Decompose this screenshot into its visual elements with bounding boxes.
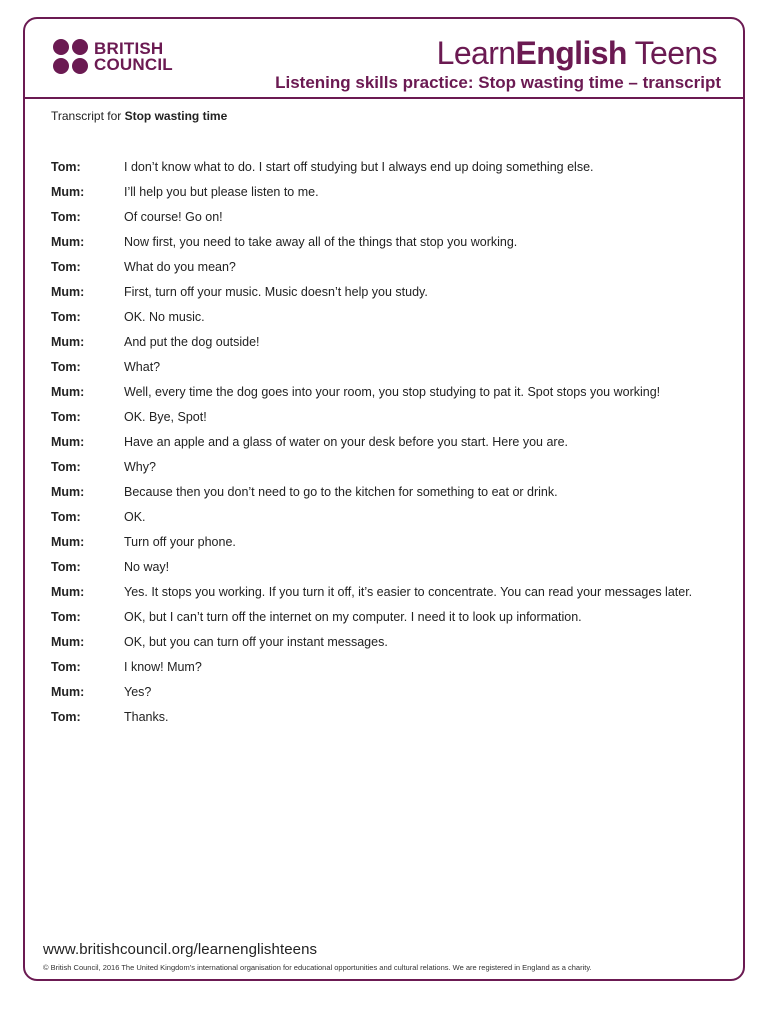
transcript-row bbox=[51, 159, 701, 176]
intro-title: Stop wasting time bbox=[124, 109, 228, 123]
dialogue-line: OK. No music. bbox=[124, 310, 205, 324]
transcript-row bbox=[51, 409, 701, 426]
transcript-row bbox=[51, 434, 701, 451]
intro-prefix: Transcript for bbox=[51, 109, 125, 123]
dialogue-line: Why? bbox=[124, 460, 156, 474]
transcript-row bbox=[51, 484, 701, 501]
dialogue-line: First, turn off your music. Music doesn’t help you study. bbox=[124, 285, 428, 299]
dialogue-line: OK. bbox=[124, 510, 146, 524]
logo-dots-icon bbox=[53, 39, 89, 75]
speaker-name: Tom: bbox=[51, 610, 81, 624]
speaker-name: Tom: bbox=[51, 160, 81, 174]
dialogue-line: Because then you don’t need to go to the kitchen for something to eat or drink. bbox=[124, 485, 558, 499]
dialogue-line: Turn off your phone. bbox=[124, 535, 236, 549]
speaker-name: Mum: bbox=[51, 635, 85, 649]
speaker-name: Mum: bbox=[51, 335, 85, 349]
speaker-name: Mum: bbox=[51, 385, 85, 399]
dialogue-line: Yes? bbox=[124, 685, 152, 699]
dialogue-line: Well, every time the dog goes into your room, you stop studying to pat it. Spot stops you working! bbox=[124, 385, 661, 399]
transcript-row bbox=[51, 559, 701, 576]
transcript-row bbox=[51, 209, 701, 226]
transcript-row bbox=[51, 659, 701, 676]
learnenglish-teens-brand bbox=[437, 35, 717, 72]
speaker-name: Tom: bbox=[51, 710, 81, 724]
logo-text-line2: COUNCIL bbox=[94, 55, 173, 74]
transcript-row bbox=[51, 684, 701, 701]
speaker-name: Tom: bbox=[51, 260, 81, 274]
dialogue-line: What? bbox=[124, 360, 161, 374]
dialogue-line: Of course! Go on! bbox=[124, 210, 223, 224]
transcript-row bbox=[51, 534, 701, 551]
transcript-intro bbox=[51, 109, 227, 123]
dialogue-line: And put the dog outside! bbox=[124, 335, 260, 349]
footer-copyright: © British Council, 2016 The United Kingdom’s international organisation for educational opportunities and cultural relations. We are registered in England as a charity. bbox=[43, 963, 592, 972]
brand-english: English bbox=[515, 35, 627, 71]
dialogue-line: No way! bbox=[124, 560, 170, 574]
speaker-name: Tom: bbox=[51, 210, 81, 224]
dialogue-line: Now first, you need to take away all of the things that stop you working. bbox=[124, 235, 518, 249]
transcript-row bbox=[51, 309, 701, 326]
transcript-row bbox=[51, 509, 701, 526]
transcript-list bbox=[51, 159, 701, 734]
page-frame bbox=[23, 17, 745, 981]
speaker-name: Tom: bbox=[51, 410, 81, 424]
speaker-name: Mum: bbox=[51, 485, 85, 499]
header-divider bbox=[25, 97, 743, 99]
transcript-row bbox=[51, 284, 701, 301]
brand-learn: Learn bbox=[436, 35, 516, 71]
speaker-name: Tom: bbox=[51, 460, 81, 474]
transcript-row bbox=[51, 384, 701, 401]
logo-text bbox=[94, 41, 173, 73]
speaker-name: Tom: bbox=[51, 310, 81, 324]
transcript-row bbox=[51, 234, 701, 251]
logo-text-line1: BRITISH bbox=[94, 39, 164, 58]
dialogue-line: OK. Bye, Spot! bbox=[124, 410, 207, 424]
dialogue-line: I’ll help you but please listen to me. bbox=[124, 185, 319, 199]
transcript-row bbox=[51, 359, 701, 376]
dialogue-line: What do you mean? bbox=[124, 260, 236, 274]
speaker-name: Mum: bbox=[51, 185, 85, 199]
document-title: Listening skills practice: Stop wasting time – transcript bbox=[275, 73, 721, 92]
speaker-name: Mum: bbox=[51, 535, 85, 549]
transcript-row bbox=[51, 259, 701, 276]
speaker-name: Tom: bbox=[51, 510, 81, 524]
dialogue-line: I know! Mum? bbox=[124, 660, 202, 674]
transcript-row bbox=[51, 634, 701, 651]
transcript-row bbox=[51, 609, 701, 626]
transcript-row bbox=[51, 709, 701, 726]
transcript-row bbox=[51, 459, 701, 476]
speaker-name: Mum: bbox=[51, 585, 85, 599]
dialogue-line: OK, but you can turn off your instant messages. bbox=[124, 635, 388, 649]
speaker-name: Mum: bbox=[51, 435, 85, 449]
british-council-logo bbox=[53, 39, 173, 75]
dialogue-line: Have an apple and a glass of water on your desk before you start. Here you are. bbox=[124, 435, 569, 449]
brand-teens: Teens bbox=[626, 35, 717, 71]
speaker-name: Mum: bbox=[51, 685, 85, 699]
transcript-row bbox=[51, 184, 701, 201]
dialogue-line: I don’t know what to do. I start off studying but I always end up doing something else. bbox=[124, 160, 594, 174]
dialogue-line: Thanks. bbox=[124, 710, 169, 724]
speaker-name: Tom: bbox=[51, 660, 81, 674]
dialogue-line: Yes. It stops you working. If you turn it off, it’s easier to concentrate. You can read your messages later. bbox=[124, 585, 693, 599]
speaker-name: Tom: bbox=[51, 360, 81, 374]
speaker-name: Mum: bbox=[51, 285, 85, 299]
footer-url[interactable]: www.britishcouncil.org/learnenglishteens bbox=[43, 941, 318, 958]
speaker-name: Tom: bbox=[51, 560, 81, 574]
speaker-name: Mum: bbox=[51, 235, 85, 249]
transcript-row bbox=[51, 584, 701, 601]
dialogue-line: OK, but I can’t turn off the internet on my computer. I need it to look up information. bbox=[124, 610, 582, 624]
transcript-row bbox=[51, 334, 701, 351]
